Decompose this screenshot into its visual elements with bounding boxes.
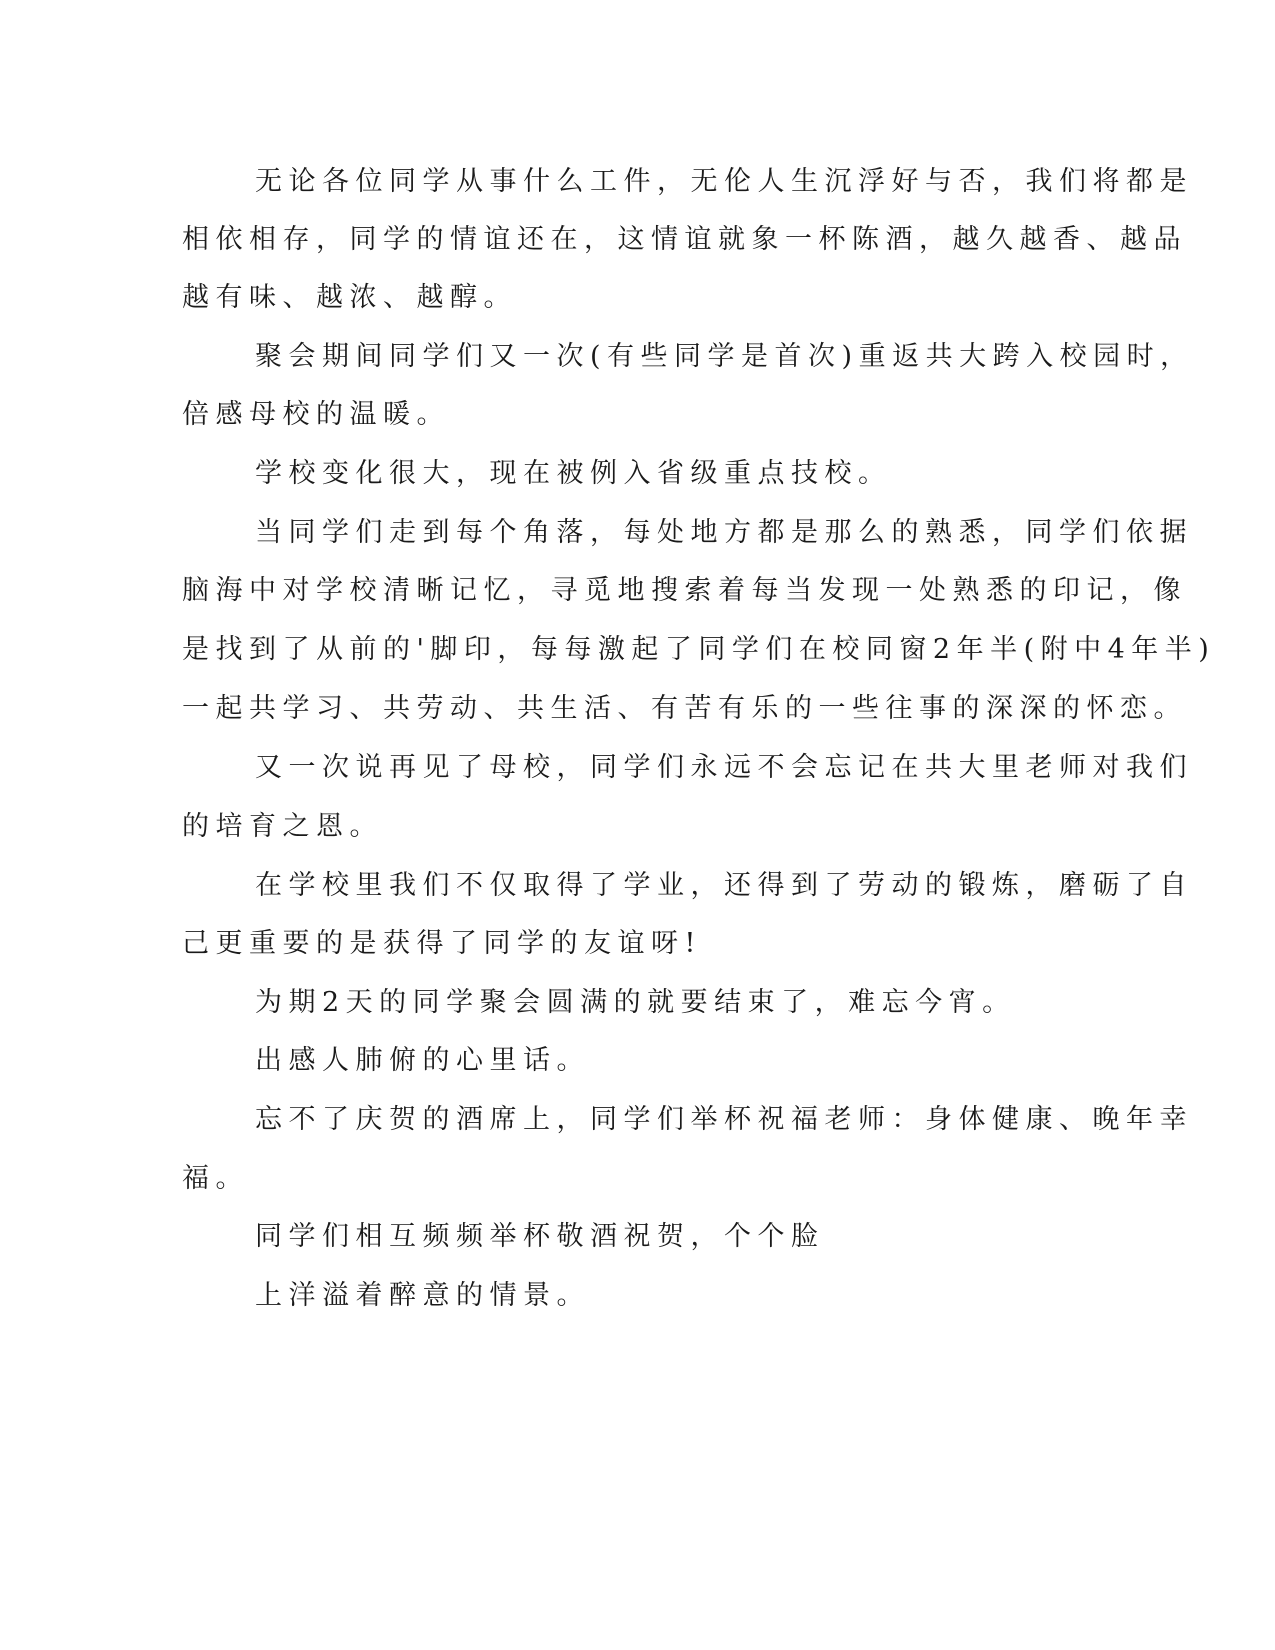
- text-line: 同学们相互频频举杯敬酒祝贺，个个脸: [255, 1221, 825, 1252]
- text-line: 为期2天的同学聚会圆满的就要结束了，难忘今宵。: [255, 987, 1016, 1018]
- text-line: 是找到了从前的'脚印，每每激起了同学们在校同窗2年半(附中4年半): [182, 634, 1216, 665]
- text-line: 无论各位同学从事什么工件，无伦人生沉浮好与否，我们将都是: [255, 166, 1193, 197]
- text-line: 当同学们走到每个角落，每处地方都是那么的熟悉，同学们依据: [255, 517, 1193, 548]
- text-line: 上洋溢着醉意的情景。: [255, 1280, 590, 1311]
- text-line: 出感人肺俯的心里话。: [255, 1045, 590, 1076]
- text-line: 聚会期间同学们又一次(有些同学是首次)重返共大跨入校园时，: [255, 341, 1194, 372]
- text-line: 在学校里我们不仅取得了学业，还得到了劳动的锻炼，磨砺了自: [255, 870, 1193, 901]
- text-line: 脑海中对学校清晰记忆，寻觅地搜索着每当发现一处熟悉的印记，像: [182, 575, 1187, 606]
- text-line: 福。: [182, 1163, 249, 1194]
- text-line: 的培育之恩。: [182, 811, 383, 842]
- text-line: 又一次说再见了母校，同学们永远不会忘记在共大里老师对我们: [255, 752, 1193, 783]
- text-line: 倍感母校的温暖。: [182, 399, 450, 430]
- text-line: 相依相存，同学的情谊还在，这情谊就象一杯陈酒，越久越香、越品: [182, 224, 1187, 255]
- text-line: 一起共学习、共劳动、共生活、有苦有乐的一些往事的深深的怀恋。: [182, 693, 1187, 724]
- text-line: 忘不了庆贺的酒席上，同学们举杯祝福老师：身体健康、晚年幸: [255, 1104, 1193, 1135]
- text-line: 己更重要的是获得了同学的友谊呀!: [182, 928, 702, 959]
- text-line: 学校变化很大，现在被例入省级重点技校。: [255, 458, 892, 489]
- text-line: 越有味、越浓、越醇。: [182, 282, 517, 313]
